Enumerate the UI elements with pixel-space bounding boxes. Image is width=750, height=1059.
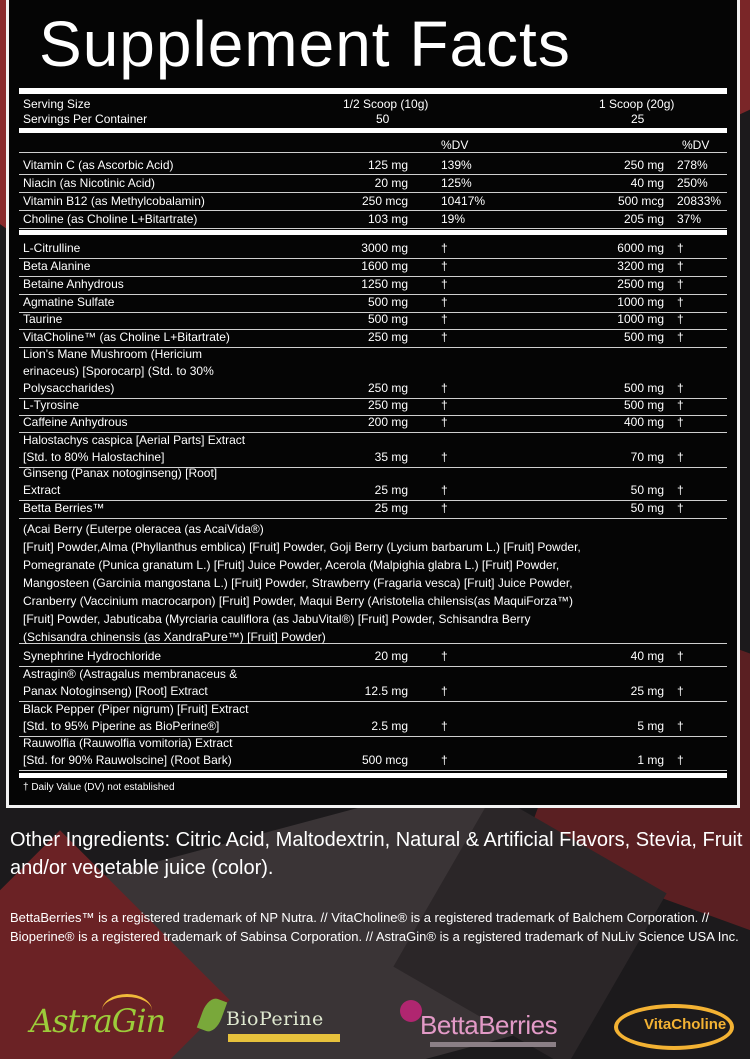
ingredient-name: Vitamin C (as Ascorbic Acid)	[23, 158, 174, 172]
dv-serving-2: †	[677, 398, 684, 412]
amount-serving-1: 125 mg	[367, 158, 408, 172]
amount-serving-1: 500 mg	[367, 312, 408, 326]
dv-serving-2: 20833%	[677, 194, 722, 208]
panel-title: Supplement Facts	[39, 8, 571, 80]
vitacholine-logo-text: VitaCholine	[644, 1016, 727, 1033]
ingredient-name: Black Pepper (Piper nigrum) [Fruit] Extract	[23, 702, 249, 716]
berry-icon	[400, 1000, 422, 1022]
ingredient-name: Ginseng (Panax notoginseng) [Root]	[23, 466, 218, 480]
ingredient-row	[23, 666, 739, 700]
dv-serving-2: †	[677, 312, 684, 326]
dv-serving-1: †	[441, 277, 448, 291]
ingredient-row	[23, 432, 739, 466]
dv-serving-1: †	[441, 381, 448, 395]
dv-serving-2: †	[677, 450, 684, 464]
ingredient-row	[23, 465, 739, 499]
ingredient-name: erinaceus) [Sporocarp] (Std. to 30%	[23, 364, 214, 378]
ingredient-name: Betaine Anhydrous	[23, 277, 124, 291]
amount-serving-2: 1000 mg	[617, 295, 664, 309]
amount-serving-1: 12.5 mg	[364, 684, 408, 698]
vitacholine-logo	[614, 994, 750, 1054]
amount-serving-2: 205 mg	[623, 212, 664, 226]
ingredient-name: Astragin® (Astragalus membranaceus &	[23, 667, 238, 681]
amount-serving-2: 70 mg	[630, 450, 664, 464]
blend-line: [Fruit] Powder, Jabuticaba (Myrciaria cauliflora (as JabuVital®) [Fruit] Powder, Schisandra Berry	[23, 612, 531, 626]
dv-serving-2: 250%	[677, 176, 708, 190]
dv-serving-1: †	[441, 330, 448, 344]
astragin-logo	[22, 994, 166, 1054]
ingredient-row	[23, 157, 739, 173]
ingredient-row	[23, 294, 739, 311]
dv-serving-2: 37%	[677, 212, 702, 226]
amount-serving-2: 400 mg	[623, 415, 664, 429]
ingredient-row	[23, 735, 739, 769]
ingredient-row	[23, 329, 739, 346]
dv-serving-2: †	[677, 501, 684, 515]
amount-serving-1: 2.5 mg	[371, 719, 408, 733]
dv-serving-1: 139%	[441, 158, 472, 172]
footnote: † Daily Value (DV) not established	[23, 782, 175, 793]
ingredient-row	[23, 397, 739, 414]
amount-serving-1: 250 mg	[367, 381, 408, 395]
col2-serving: 1 Scoop (20g)	[599, 97, 675, 111]
amount-serving-1: 250 mcg	[361, 194, 408, 208]
col1-servings: 50	[376, 112, 390, 126]
amount-serving-1: 250 mg	[367, 330, 408, 344]
dv-serving-2: †	[677, 259, 684, 273]
ingredient-row	[23, 193, 739, 209]
dv-serving-1: †	[441, 501, 448, 515]
bettaberries-logo	[394, 994, 564, 1054]
dv-serving-1: †	[441, 312, 448, 326]
dv-serving-1: †	[441, 719, 448, 733]
dv-serving-2: †	[677, 649, 684, 663]
ingredient-row	[23, 414, 739, 431]
ingredient-row	[23, 258, 739, 275]
amount-serving-2: 50 mg	[630, 501, 664, 515]
dv-serving-1: 19%	[441, 212, 466, 226]
amount-serving-2: 250 mg	[623, 158, 664, 172]
dv-serving-2: †	[677, 415, 684, 429]
dv-serving-2: †	[677, 295, 684, 309]
astragin-logo-text: AstraGin	[30, 1002, 166, 1040]
amount-serving-2: 6000 mg	[617, 241, 664, 255]
ingredient-name: [Std. to 80% Halostachine]	[23, 450, 165, 464]
other-ingredients: Other Ingredients: Citric Acid, Maltodextrin, Natural & Artificial Flavors, Stevia, Fruit and/or vegetable juice (color).	[10, 829, 743, 879]
amount-serving-2: 500 mg	[623, 330, 664, 344]
ingredient-name: L-Citrulline	[23, 241, 81, 255]
bettaberries-logo-text: BettaBerries	[420, 1010, 558, 1040]
ingredient-name: Choline (as Choline L+Bitartrate)	[23, 212, 198, 226]
col1-serving: 1/2 Scoop (10g)	[343, 97, 429, 111]
dv-serving-2: †	[677, 719, 684, 733]
dv-serving-1: †	[441, 398, 448, 412]
ingredient-row	[23, 346, 739, 397]
amount-serving-1: 103 mg	[367, 212, 408, 226]
dv-serving-2: †	[677, 381, 684, 395]
dv-serving-1: †	[441, 415, 448, 429]
title-rule	[19, 88, 727, 94]
amount-serving-1: 25 mg	[374, 483, 408, 497]
ingredient-name: Caffeine Anhydrous	[23, 415, 128, 429]
ingredient-name: [Std. to 95% Piperine as BioPerine®]	[23, 719, 220, 733]
amount-serving-2: 3200 mg	[617, 259, 664, 273]
ingredient-name: L-Tyrosine	[23, 398, 80, 412]
amount-serving-2: 500 mcg	[617, 194, 664, 208]
dv-serving-2: †	[677, 753, 684, 767]
ingredient-row	[23, 175, 739, 191]
section-rule	[19, 230, 727, 235]
ingredient-name: Extract	[23, 483, 61, 497]
ingredient-name: Halostachys caspica [Aerial Parts] Extract	[23, 433, 246, 447]
blend-line: (Schisandra chinensis (as XandraPure™) [Fruit] Powder)	[23, 630, 326, 644]
amount-serving-1: 3000 mg	[361, 241, 408, 255]
ingredient-row	[23, 240, 739, 257]
dv-serving-1: †	[441, 753, 448, 767]
amount-serving-2: 1000 mg	[617, 312, 664, 326]
amount-serving-1: 250 mg	[367, 398, 408, 412]
amount-serving-2: 1 mg	[637, 753, 664, 767]
ingredient-name: [Std. for 90% Rauwolscine] (Root Bark)	[23, 753, 232, 767]
ingredient-name: Agmatine Sulfate	[23, 295, 115, 309]
row-divider	[19, 518, 727, 519]
ingredient-name: Synephrine Hydrochloride	[23, 649, 162, 663]
dv-serving-2: †	[677, 241, 684, 255]
serving-size-label: Serving Size	[23, 97, 91, 111]
trademark-notice: BettaBerries™ is a registered trademark of NP Nutra. // VitaCholine® is a registered trademark of Balchem Corporation. // Bioperine® is a registered trademark of Sabinsa Corporation. // AstraGin® is a registered trademark of NuLiv Science USA Inc.	[10, 910, 739, 944]
ingredient-row	[23, 211, 739, 227]
amount-serving-2: 500 mg	[623, 381, 664, 395]
amount-serving-1: 1250 mg	[361, 277, 408, 291]
amount-serving-1: 1600 mg	[361, 259, 408, 273]
ingredient-name: Lion's Mane Mushroom (Hericium	[23, 347, 203, 361]
amount-serving-1: 200 mg	[367, 415, 408, 429]
dv-header-1: %DV	[441, 138, 469, 152]
ingredient-name: Polysaccharides)	[23, 381, 115, 395]
blend-line: Mangosteen (Garcinia mangostana L.) [Fruit] Powder, Strawberry (Fragaria vesca) [Fruit] Juice Powder,	[23, 576, 573, 590]
blend-line: Pomegranate (Punica granatum L.) [Fruit] Juice Powder, Acerola (Malpighia glabra L.) [Fruit] Powder,	[23, 558, 560, 572]
dv-serving-1: †	[441, 295, 448, 309]
bioperine-logo-text: BioPerine	[226, 1008, 324, 1030]
amount-serving-1: 25 mg	[374, 501, 408, 515]
dv-serving-1: †	[441, 684, 448, 698]
dv-serving-1: †	[441, 259, 448, 273]
dv-serving-1: †	[441, 241, 448, 255]
ingredient-row	[23, 500, 739, 517]
dv-serving-1: †	[441, 450, 448, 464]
row-divider	[19, 770, 727, 771]
supplement-facts-panel	[6, 0, 740, 808]
ingredient-row	[23, 701, 739, 735]
amount-serving-1: 500 mcg	[361, 753, 408, 767]
ingredient-name: Taurine	[23, 312, 63, 326]
dv-serving-2: †	[677, 684, 684, 698]
amount-serving-2: 40 mg	[630, 176, 664, 190]
dv-header-2: %DV	[682, 138, 710, 152]
amount-serving-2: 25 mg	[630, 684, 664, 698]
dv-serving-1: †	[441, 483, 448, 497]
amount-serving-2: 40 mg	[630, 649, 664, 663]
ingredient-row	[23, 276, 739, 293]
header-rule	[19, 128, 727, 133]
blend-line: (Acai Berry (Euterpe oleracea (as AcaiVida®)	[23, 522, 264, 536]
leaf-icon	[197, 996, 227, 1035]
col2-servings: 25	[631, 112, 645, 126]
ingredient-name: Niacin (as Nicotinic Acid)	[23, 176, 156, 190]
dv-serving-2: 278%	[677, 158, 708, 172]
amount-serving-1: 20 mg	[374, 176, 408, 190]
ingredient-name: Rauwolfia (Rauwolfia vomitoria) Extract	[23, 736, 233, 750]
amount-serving-2: 5 mg	[637, 719, 664, 733]
betta-berries-blend	[23, 520, 728, 646]
amount-serving-1: 500 mg	[367, 295, 408, 309]
ingredient-row	[23, 648, 739, 665]
dv-serving-2: †	[677, 330, 684, 344]
ingredient-row	[23, 311, 739, 328]
amount-serving-1: 35 mg	[374, 450, 408, 464]
ingredient-name: VitaCholine™ (as Choline L+Bitartrate)	[23, 330, 230, 344]
amount-serving-2: 50 mg	[630, 483, 664, 497]
dv-serving-1: 125%	[441, 176, 472, 190]
amount-serving-2: 2500 mg	[617, 277, 664, 291]
amount-serving-1: 20 mg	[374, 649, 408, 663]
dv-serving-2: †	[677, 483, 684, 497]
ingredient-name: Vitamin B12 (as Methylcobalamin)	[23, 194, 205, 208]
row-divider	[19, 228, 727, 229]
dv-serving-1: †	[441, 649, 448, 663]
ingredient-name: Betta Berries™	[23, 501, 105, 515]
ingredient-name: Beta Alanine	[23, 259, 91, 273]
dv-serving-1: 10417%	[441, 194, 486, 208]
blend-line: Cranberry (Vaccinium macrocarpon) [Fruit] Powder, Maqui Berry (Aristotelia chilensis(as MaquiForza™)	[23, 594, 573, 608]
amount-serving-2: 500 mg	[623, 398, 664, 412]
blend-line: [Fruit] Powder,Alma (Phyllanthus emblica) [Fruit] Powder, Goji Berry (Lycium barbarum L.) [Fruit] Powder,	[23, 540, 581, 554]
dv-serving-2: †	[677, 277, 684, 291]
footer-rule	[19, 773, 727, 778]
ingredient-name: Panax Notoginseng) [Root] Extract	[23, 684, 208, 698]
bioperine-logo	[198, 994, 358, 1054]
servings-per-container-label: Servings Per Container	[23, 112, 148, 126]
